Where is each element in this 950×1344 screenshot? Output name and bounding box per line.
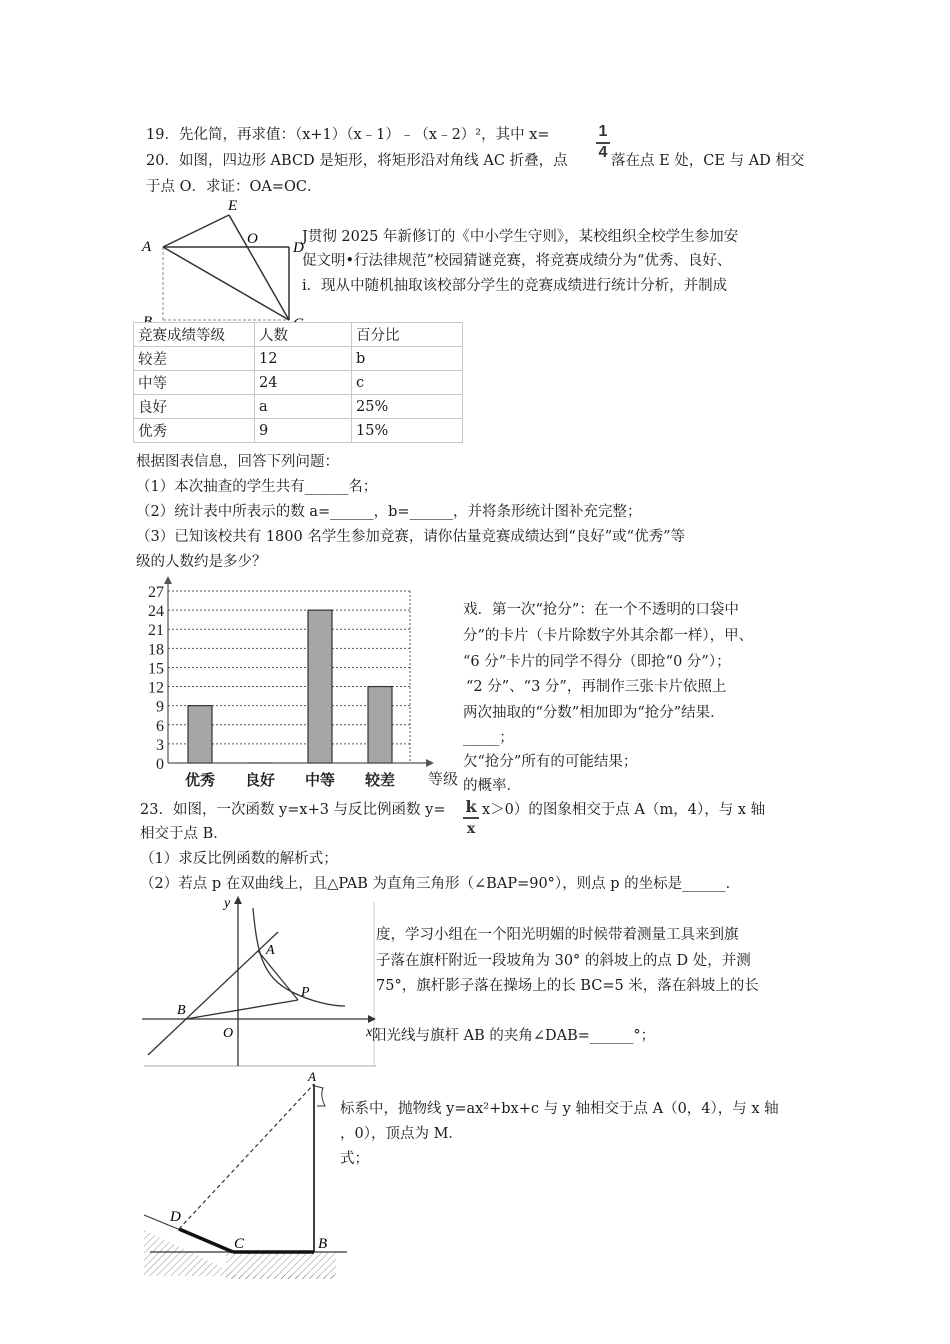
q20-line1-tail: 落在点 E 处，CE 与 AD 相交: [611, 153, 805, 169]
q21-line2: 促文明•行法律规范”校园猜谜竞赛，将竞赛成绩分为“优秀、良好、: [302, 253, 732, 269]
q23-sub2: （2）若点 p 在双曲线上，且△PAB 为直角三角形（∠BAP=90°），则点 p 的坐标是______．: [140, 876, 741, 892]
y-tick-label: 18: [148, 641, 164, 659]
q23-sub1: （1）求反比例函数的解析式；: [140, 851, 338, 867]
label-x: x: [366, 1025, 373, 1040]
q24-line2: 子落在旗杆附近一段坡角为 30° 的斜坡上的点 D 处，并测: [376, 953, 751, 969]
y-tick-label: 3: [156, 736, 164, 754]
label-B: B: [177, 1003, 186, 1018]
q22-line5: 两次抽取的“分数”相加即为“抢分”结果．: [463, 705, 725, 721]
sunlight-ray-AD: [179, 1084, 314, 1229]
chart-x-axis-label: 等级: [428, 772, 459, 788]
label-E: E: [228, 198, 238, 214]
q21-sub3a: （3）已知该校共有 1800 名学生参加竞赛，请你估量竞赛成绩达到“良好”或“优秀”等: [136, 529, 685, 545]
label-D: D: [170, 1209, 181, 1225]
q23-line1a: 23．如图，一次函数 y=x+3 与反比例函数 y=: [140, 802, 446, 818]
q23-line1b: x＞0）的图象相交于点 A（m，4），与 x 轴: [482, 802, 766, 818]
q22-line4: “2 分”、“3 分”，再制作三张卡片依照上: [466, 679, 727, 695]
segment-EC: [229, 215, 289, 320]
q25-line3: 式；: [340, 1151, 369, 1167]
q22-line3: “6 分”卡片的同学不得分（即抢“0 分”）；: [463, 654, 731, 670]
q25-line1: 标系中，抛物线 y=ax²+bx+c 与 y 轴相交于点 A（0，4），与 x 轴: [340, 1101, 779, 1117]
flag-icon: [315, 1086, 325, 1106]
q20-line2: 于点 O．求证：OA=OC．: [146, 179, 322, 195]
label-A: A: [266, 943, 275, 958]
label-D: D: [293, 240, 304, 256]
chart-x-ticks: [185, 771, 395, 789]
slope-ground-hatch: [144, 1230, 234, 1276]
table-header-count: 人数: [255, 323, 352, 347]
q21-line3: i．现从中随机抽取该校部分学生的竞赛成绩进行统计分析，并制成: [302, 278, 728, 294]
q23-fraction-bar: [463, 817, 479, 819]
label-P: P: [301, 985, 310, 1000]
label-O: O: [223, 1026, 234, 1041]
table-row: [134, 371, 463, 395]
flat-ground-hatch: [226, 1253, 336, 1279]
q23-fraction-denominator: x: [466, 821, 476, 837]
x-tick-label: 优秀: [184, 773, 216, 789]
y-tick-label: 24: [148, 603, 164, 621]
table-cell-count: 24: [255, 371, 352, 395]
q21-sub1: （1）本次抽查的学生共有______名；: [136, 479, 378, 495]
shadow-segment-DC: [179, 1229, 233, 1252]
q22-line6: _____；: [463, 730, 514, 746]
q22-line7: 欠“抢分”所有的可能结果；: [463, 754, 638, 770]
table-cell-percent: 15%: [352, 419, 463, 443]
x-tick-label: 较差: [364, 773, 396, 789]
segment-AE: [163, 215, 229, 247]
q20-line1: 20．如图，四边形 ABCD 是矩形，将矩形沿对角线 AC 折叠，点: [146, 153, 568, 169]
table-header-percent: 百分比: [352, 323, 463, 347]
table-cell-percent: c: [352, 371, 463, 395]
table-cell-count: a: [255, 395, 352, 419]
table-header-row: [134, 323, 463, 347]
table-row: [134, 419, 463, 443]
y-tick-label: 9: [156, 698, 164, 716]
q25-line2: ，0），顶点为 M．: [340, 1126, 463, 1142]
q24-line1: 度，学习小组在一个阳光明媚的时候带着测量工具来到旗: [376, 927, 739, 943]
y-tick-label: 0: [156, 756, 164, 773]
q24-line4: 阳光线与旗杆 AB 的夹角∠DAB=______°；: [372, 1028, 656, 1044]
x-tick-label: 中等: [304, 773, 336, 789]
table-cell-level: 中等: [134, 371, 255, 395]
q21-sub2: （2）统计表中所表示的数 a=______，b=______，并将条形统计图补充完整；: [136, 504, 642, 520]
y-tick-label: 6: [156, 717, 164, 735]
table-cell-percent: b: [352, 347, 463, 371]
q21-sub3b: 级的人数约是多少？: [136, 554, 267, 570]
table-cell-count: 9: [255, 419, 352, 443]
table-cell-level: 优秀: [134, 419, 255, 443]
y-tick-label: 21: [148, 622, 164, 640]
table-header-level: 竞赛成绩等级: [134, 323, 255, 347]
table-row: [134, 347, 463, 371]
bar-2: [308, 610, 332, 763]
rectangle-fold-figure: [140, 195, 315, 335]
label-B: B: [318, 1236, 328, 1252]
label-A: A: [142, 239, 152, 255]
table-cell-level: 良好: [134, 395, 255, 419]
chart-y-ticks: [148, 584, 164, 773]
q23-line2: 相交于点 B．: [140, 826, 228, 842]
score-bar-chart: [138, 574, 468, 794]
y-tick-label: 27: [148, 584, 164, 601]
q24-line3: 75°，旗杆影子落在操场上的长 BC=5 米，落在斜坡上的长: [376, 978, 759, 994]
q22-line2: 分”的卡片（卡片除数字外其余都一样），甲、: [463, 628, 754, 644]
q19-fraction-numerator: 1: [598, 123, 608, 140]
y-tick-label: 12: [148, 679, 164, 697]
label-y: y: [224, 896, 231, 911]
table-cell-percent: 25%: [352, 395, 463, 419]
bar-0: [188, 706, 212, 763]
hyperbola-figure: [142, 892, 377, 1067]
y-tick-label: 15: [148, 660, 164, 678]
diagonal-AC: [163, 247, 289, 320]
q22-line8: 的概率．: [463, 778, 521, 794]
y-axis-arrow-icon: [164, 576, 172, 584]
x-axis-arrow-icon: [426, 759, 434, 767]
label-O: O: [247, 231, 258, 247]
label-A: A: [308, 1069, 316, 1084]
bar-3: [368, 687, 392, 763]
q22-line1: 戏．第一次“抢分”：在一个不透明的口袋中: [463, 602, 739, 618]
q21-line1: J贯彻 2025 年新修订的《中小学生守则》，某校组织全校学生参加安: [302, 229, 739, 245]
q23-fraction-numerator: k: [465, 797, 477, 816]
score-level-table: [133, 322, 463, 443]
q19-text: 19．先化简，再求值：（x+1）（x﹣1）﹣（x﹣2）²，其中 x=: [146, 127, 550, 143]
label-C: C: [234, 1236, 245, 1252]
flagpole-shadow-figure: [142, 1064, 352, 1279]
x-tick-label: 良好: [244, 773, 276, 789]
q19-fraction-denominator: 4: [598, 144, 608, 161]
table-cell-level: 较差: [134, 347, 255, 371]
table-row: [134, 395, 463, 419]
q21-prompt: 根据图表信息，回答下列问题：: [136, 454, 339, 470]
table-cell-count: 12: [255, 347, 352, 371]
